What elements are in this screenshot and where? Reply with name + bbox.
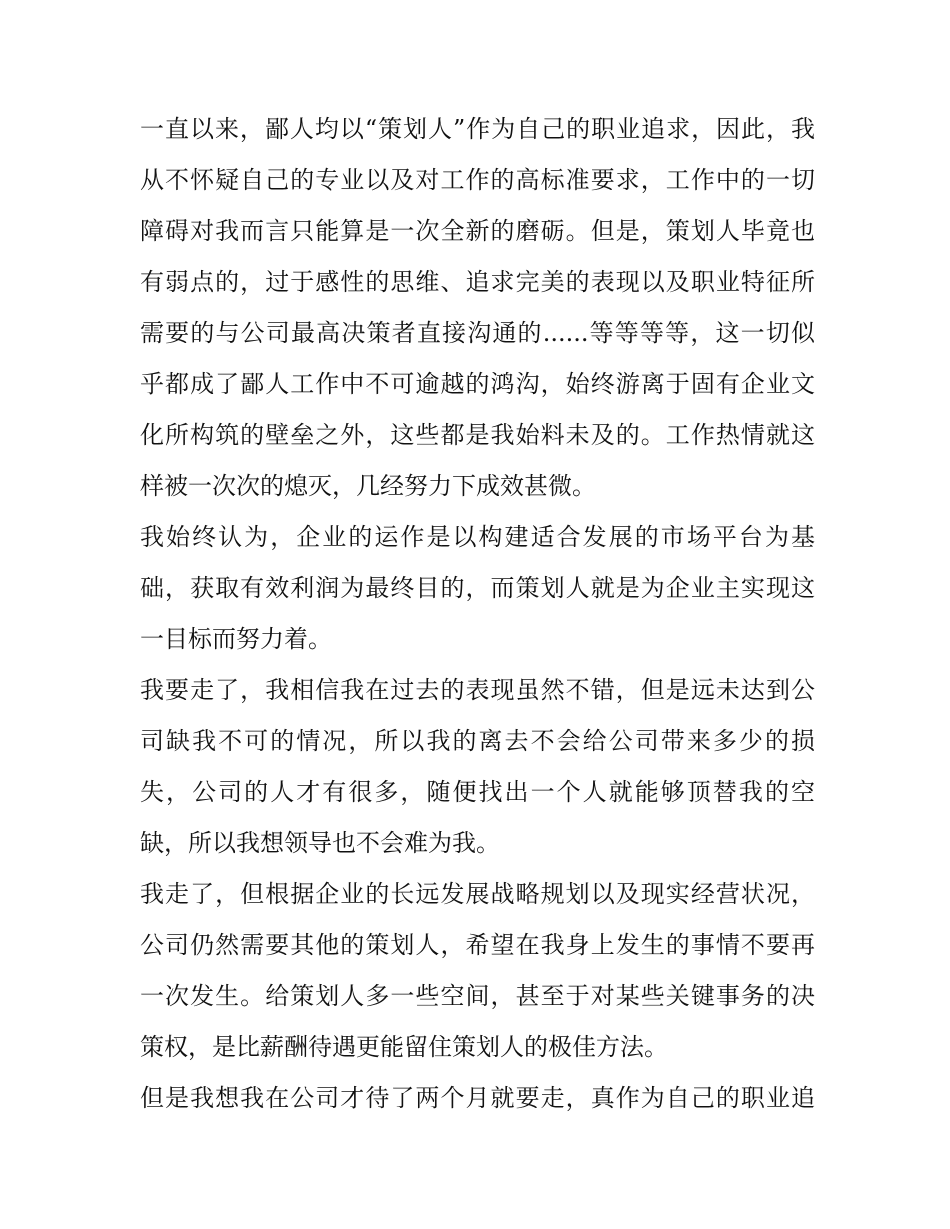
- text-line: 司缺我不可的情况，所以我的离去不会给公司带来多少的损: [140, 727, 815, 755]
- text-line: 但是我想我在公司才待了两个月就要走，真作为自己的职业追: [140, 1084, 815, 1112]
- paragraph: [140, 665, 815, 869]
- text-line: 样被一次次的熄灭，几经努力下成效甚微。: [140, 472, 596, 500]
- text-line: 我走了，但根据企业的长远发展战略规划以及现实经营状况，: [140, 880, 815, 908]
- text-line: 需要的与公司最高决策者直接沟通的......等等等等，这一切似: [140, 319, 815, 347]
- text-line: 失，公司的人才有很多，随便找出一个人就能够顶替我的空: [140, 778, 815, 806]
- text-line: 础，获取有效利润为最终目的，而策划人就是为企业主实现这: [140, 574, 815, 602]
- document-body: [140, 104, 815, 1124]
- text-line: 一目标而努力着。: [140, 625, 332, 653]
- text-line: 障碍对我而言只能算是一次全新的磨砺。但是，策划人毕竟也: [140, 217, 815, 245]
- text-line: 公司仍然需要其他的策划人，希望在我身上发生的事情不要再: [140, 931, 815, 959]
- text-line: 化所构筑的壁垒之外，这些都是我始料未及的。工作热情就这: [140, 421, 815, 449]
- paragraph: [140, 1073, 815, 1124]
- text-line: 从不怀疑自己的专业以及对工作的高标准要求，工作中的一切: [140, 166, 815, 194]
- text-line: 我要走了，我相信我在过去的表现虽然不错，但是远未达到公: [140, 676, 815, 704]
- text-line: 策权，是比薪酬待遇更能留住策划人的极佳方法。: [140, 1033, 668, 1061]
- paragraph: [140, 512, 815, 665]
- text-line: 我始终认为，企业的运作是以构建适合发展的市场平台为基: [140, 523, 815, 551]
- text-line: 有弱点的，过于感性的思维、追求完美的表现以及职业特征所: [140, 268, 815, 296]
- paragraph: [140, 104, 815, 512]
- text-line: 一直以来，鄙人均以“策划人”作为自己的职业追求，因此，我: [140, 115, 815, 143]
- text-line: 一次发生。给策划人多一些空间，甚至于对某些关键事务的决: [140, 982, 815, 1010]
- text-line: 乎都成了鄙人工作中不可逾越的鸿沟，始终游离于固有企业文: [140, 370, 815, 398]
- paragraph: [140, 869, 815, 1073]
- text-line: 缺，所以我想领导也不会难为我。: [140, 829, 500, 857]
